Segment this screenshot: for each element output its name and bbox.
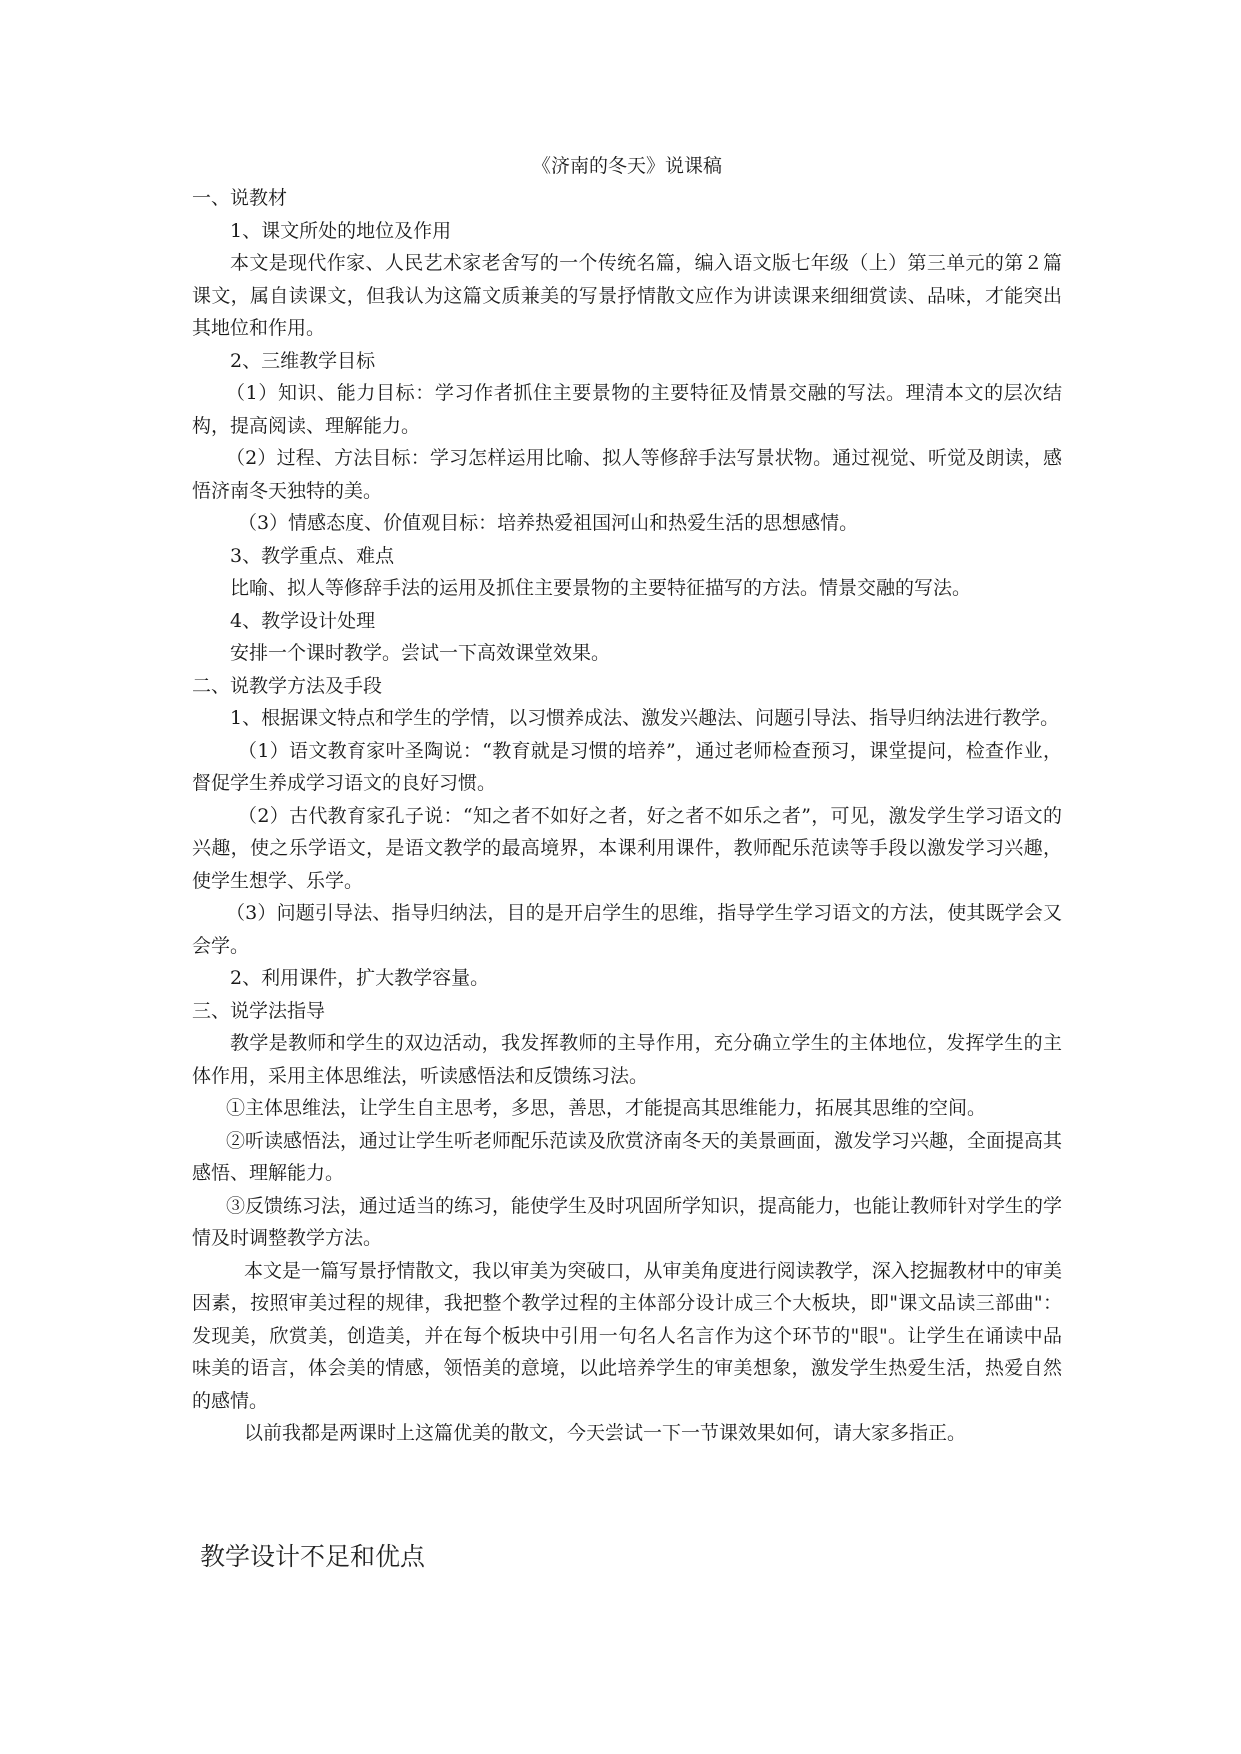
- paragraph: （2）古代教育家孔子说：“知之者不如好之者，好之者不如乐之者”，可见，激发学生学习语文的兴趣，使之乐学语文，是语文教学的最高境界，本课利用课件，教师配乐范读等手段以激发学习兴趣，使学生想学、乐学。: [192, 804, 1062, 892]
- section-heading: 三、说学法指导: [192, 999, 326, 1022]
- paragraph: ③反馈练习法，通过适当的练习，能使学生及时巩固所学知识，提高能力，也能让教师针对学生的学情及时调整教学方法。: [192, 1194, 1063, 1249]
- paragraph: 以前我都是两课时上这篇优美的散文，今天尝试一下一节课效果如何，请大家多指正。: [244, 1422, 967, 1444]
- paragraph: 2、利用课件，扩大教学容量。: [230, 967, 490, 989]
- subsection-heading: 3、教学重点、难点: [230, 544, 395, 567]
- section-heading: 一、说教材: [192, 187, 288, 209]
- subsection-heading: 2、三维教学目标: [230, 349, 376, 372]
- paragraph: 教学是教师和学生的双边活动，我发挥教师的主导作用，充分确立学生的主体地位，发挥学生的主体作用，采用主体思维法，听读感悟法和反馈练习法。: [192, 1032, 1062, 1087]
- footer-heading: 教学设计不足和优点: [200, 1542, 426, 1571]
- paragraph: ②听读感悟法，通过让学生听老师配乐范读及欣赏济南冬天的美景画面，激发学习兴趣，全面提高其感悟、理解能力。: [192, 1129, 1063, 1184]
- document-title: 《济南的冬天》说课稿: [531, 155, 722, 177]
- paragraph: 1、根据课文特点和学生的学情，以习惯养成法、激发兴趣法、问题引导法、指导归纳法进行教学。: [230, 707, 1060, 729]
- paragraph: 本文是现代作家、人民艺术家老舍写的一个传统名篇，编入语文版七年级（上）第三单元的第２篇课文，属自读课文，但我认为这篇文质兼美的写景抒情散文应作为讲读课来细细赏读、品味，才能突出其地位和作用。: [192, 252, 1062, 339]
- paragraph: （3）情感态度、价值观目标：培养热爱祖国河山和热爱生活的思想感情。: [238, 512, 859, 534]
- section-heading: 二、说教学方法及手段: [192, 674, 383, 697]
- paragraph: 本文是一篇写景抒情散文，我以审美为突破口，从审美角度进行阅读教学，深入挖掘教材中的审美因素，按照审美过程的规律，我把整个教学过程的主体部分设计成三个大板块，即"课文品读三部曲"：发现美，欣赏美，创造美，并在每个板块中引用一句名人名言作为这个环节的"眼"。让学生在诵读中品味美的语言，体会美的情感，领悟美的意境，以此培养学生的审美想象，激发学生热爱生活，热爱自然的感情。: [192, 1259, 1062, 1412]
- paragraph: 比喻、拟人等修辞手法的运用及抓住主要景物的主要特征描写的方法。情景交融的写法。: [230, 577, 972, 599]
- paragraph: （1）语文教育家叶圣陶说：“教育就是习惯的培养”，通过老师检查预习，课堂提问，检查作业，督促学生养成学习语文的良好习惯。: [192, 739, 1062, 794]
- paragraph: （1）知识、能力目标：学习作者抓住主要景物的主要特征及情景交融的写法。理清本文的层次结构，提高阅读、理解能力。: [192, 382, 1062, 437]
- paragraph: （2）过程、方法目标：学习怎样运用比喻、拟人等修辞手法写景状物。通过视觉、听觉及朗读，感悟济南冬天独特的美。: [192, 447, 1062, 502]
- paragraph: 安排一个课时教学。尝试一下高效课堂效果。: [230, 642, 611, 664]
- paragraph: （3）问题引导法、指导归纳法，目的是开启学生的思维，指导学生学习语文的方法，使其既学会又会学。: [192, 902, 1062, 957]
- subsection-heading: 1、课文所处的地位及作用: [230, 219, 452, 242]
- document-body: [192, 150, 1062, 1450]
- paragraph: ①主体思维法，让学生自主思考，多思，善思，才能提高其思维能力，拓展其思维的空间。: [226, 1097, 987, 1119]
- subsection-heading: 4、教学设计处理: [230, 609, 376, 632]
